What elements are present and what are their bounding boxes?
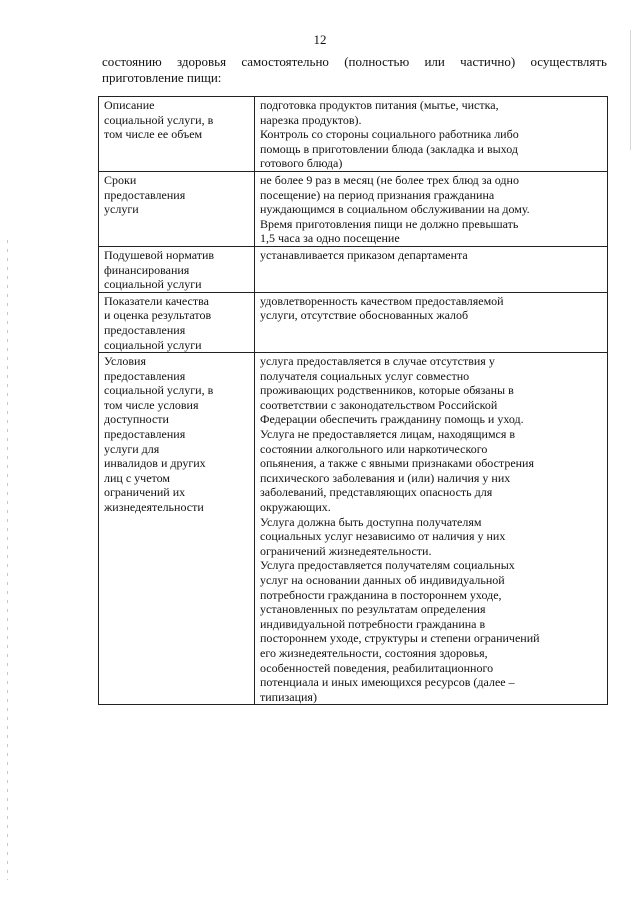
table-row xyxy=(99,171,608,246)
row-label-line: Условия xyxy=(104,354,146,369)
table-row xyxy=(99,246,608,292)
row-content-line: услуги, отсутствие обоснованных жалоб xyxy=(260,308,469,323)
row-content-line: посещение) на период признания гражданина xyxy=(260,187,495,202)
table-row xyxy=(99,353,608,705)
row-content-line: социальных услуг независимо от наличия у них xyxy=(260,529,506,544)
row-label-line: лиц с учетом xyxy=(104,470,170,485)
service-spec-table xyxy=(98,96,608,705)
row-content-line: Федерации обеспечить гражданину помощь и уход. xyxy=(260,412,524,427)
row-label-line: предоставления xyxy=(104,322,186,337)
scan-edge-artifact xyxy=(630,30,631,150)
row-content-line: особенностей поведения, реабилитационного xyxy=(260,660,494,675)
row-content-line: нарезка продуктов). xyxy=(260,112,362,127)
row-content-line: индивидуальной потребности гражданина в xyxy=(260,616,486,631)
row-content-cell xyxy=(255,171,608,246)
row-label-line: услуги xyxy=(104,202,139,217)
row-content-line: постороннем уходе, структуры и степени ограничений xyxy=(260,631,540,646)
row-content-line: устанавливается приказом департамента xyxy=(260,247,468,262)
row-content-line: опьянения, а также с явными признаками обострения xyxy=(260,456,535,471)
row-content-line: проживающих родственников, которые обязаны в xyxy=(260,383,514,398)
row-content-cell xyxy=(255,97,608,172)
row-content-line: подготовка продуктов питания (мытье, чистка, xyxy=(260,98,499,112)
row-content-line: состоянии алкогольного или наркотического xyxy=(260,441,488,456)
row-label-cell xyxy=(99,97,255,172)
row-content-line: Контроль со стороны социального работника либо xyxy=(260,127,519,142)
row-label-line: ограничений их xyxy=(104,485,186,500)
row-content-line: получателя социальных услуг совместно xyxy=(260,368,470,383)
row-content-line: помощь в приготовлении блюда (закладка и выход xyxy=(260,141,518,156)
row-label-line: том числе условия xyxy=(104,397,199,412)
row-label-line: финансирования xyxy=(104,262,190,277)
row-label-line: Сроки xyxy=(104,172,137,187)
row-content-cell xyxy=(255,246,608,292)
row-content-line: ограничений жизнедеятельности. xyxy=(260,543,432,558)
row-content-line: готового блюда) xyxy=(260,156,343,171)
row-content-line: его жизнедеятельности, состояния здоровья, xyxy=(260,645,488,660)
row-label-line: социальной услуги, в xyxy=(104,112,214,127)
row-label-line: предоставления xyxy=(104,427,186,442)
row-label-line: инвалидов и других xyxy=(104,456,206,471)
table-row xyxy=(99,292,608,352)
row-label-cell xyxy=(99,353,255,705)
row-content-line: услуг на основании данных об индивидуальной xyxy=(260,573,505,587)
row-content-cell xyxy=(255,292,608,352)
row-label-line: и оценка результатов xyxy=(104,308,212,323)
row-label-cell xyxy=(99,171,255,246)
intro-paragraph: состоянию здоровья самостоятельно (полностью или частично) осуществлять приготовление пищи: xyxy=(102,54,607,85)
page-number: 12 xyxy=(313,32,327,47)
row-label-line: социальной услуги, в xyxy=(104,383,214,398)
row-content-line: Услуга предоставляется получателям социальных xyxy=(260,558,515,573)
row-label-line: доступности xyxy=(104,412,169,427)
row-label-line: социальной услуги xyxy=(104,337,202,352)
row-label-line: Подушевой норматив xyxy=(104,247,215,262)
row-content-line: окружающих. xyxy=(260,500,331,515)
row-content-line: типизация) xyxy=(260,689,317,704)
scan-margin-artifact xyxy=(7,240,8,880)
row-content-line: Услуга не предоставляется лицам, находящимся в xyxy=(260,427,516,442)
row-content-line: потребности гражданина в постороннем уходе, xyxy=(260,587,502,602)
row-content-line: психического заболевания и (или) наличия у них xyxy=(260,470,511,485)
row-content-line: потенциала и иных имеющихся ресурсов (далее – xyxy=(260,675,515,690)
row-label-line: предоставления xyxy=(104,187,186,202)
row-content-cell xyxy=(255,353,608,705)
row-label-line: услуги для xyxy=(104,441,160,456)
row-label-line: жизнедеятельности xyxy=(104,500,204,515)
row-content-line: Услуга должна быть доступна получателям xyxy=(260,514,482,529)
row-content-line: установленных по результатам определения xyxy=(260,602,486,617)
row-content-line: Время приготовления пищи не должно превышать xyxy=(260,216,519,231)
row-label-line: Описание xyxy=(104,98,155,112)
row-label-line: предоставления xyxy=(104,368,186,383)
table-row xyxy=(99,97,608,172)
row-content-line: 1,5 часа за одно посещение xyxy=(260,231,400,246)
row-content-line: не более 9 раз в месяц (не более трех блюд за одно xyxy=(260,172,519,187)
row-label-line: том числе ее объем xyxy=(104,127,203,142)
row-content-line: соответствии с законодательством Российской xyxy=(260,397,498,412)
row-label-line: социальной услуги xyxy=(104,277,202,292)
row-content-line: удовлетворенность качеством предоставляемой xyxy=(260,293,504,308)
row-content-line: нуждающимся в социальном обслуживании на дому. xyxy=(260,202,530,217)
row-content-line: услуга предоставляется в случае отсутствия у xyxy=(260,354,495,369)
row-content-line: заболеваний, представляющих опасность для xyxy=(260,485,493,500)
table-body xyxy=(99,97,608,705)
row-label-line: Показатели качества xyxy=(104,293,209,308)
row-label-cell xyxy=(99,292,255,352)
row-label-cell xyxy=(99,246,255,292)
